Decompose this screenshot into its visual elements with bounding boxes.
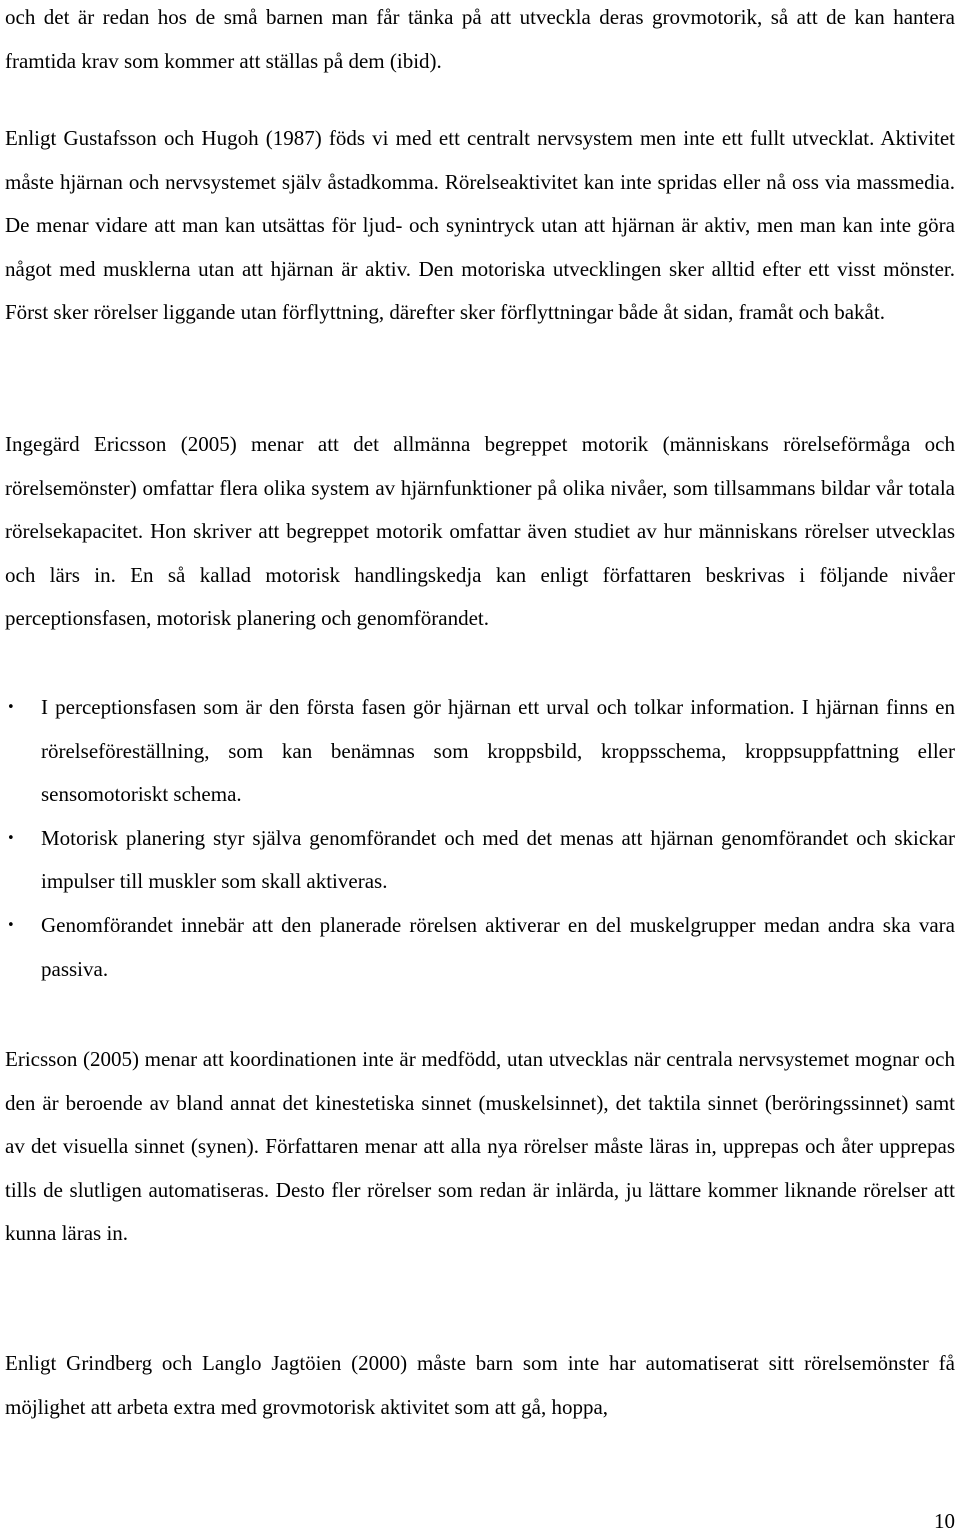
paragraph-ericsson-koordination: Ericsson (2005) menar att koordinationen inte är medfödd, utan utvecklas när centrala nervsystemet mognar och den är beroende av bland annat det kinestetiska sinnet (muskelsinnet), det taktila sinnet (beröringssinnet) samt av det visuella sinnet (synen). Författaren menar att alla nya rörelser måste läras in, upprepas och åter upprepas tills de slutligen automatiseras. Desto fler rörelser som redan är inlärda, ju lättare kommer liknande rörelser att kunna läras in. — [5, 1047, 955, 1246]
bullet-item-motorisk-planering — [5, 817, 955, 904]
bullet-list-handlingskedja — [5, 686, 955, 991]
bullet-text: Motorisk planering styr själva genomförandet och med det menas att hjärnan genomförandet och skickar impulser till muskler som skall aktiveras. — [41, 825, 955, 894]
bullet-text: Genomförandet innebär att den planerade rörelsen aktiverar en del muskelgrupper medan andra ska vara passiva. — [41, 912, 955, 981]
page-number: 10 — [934, 1509, 955, 1533]
bullet-item-perceptionsfasen — [5, 686, 955, 817]
paragraph-continuation: och det är redan hos de små barnen man får tänka på att utveckla deras grovmotorik, så att de kan hantera framtida krav som kommer att ställas på dem (ibid). — [5, 5, 955, 73]
bullet-item-genomforandet — [5, 904, 955, 991]
paragraph-grindberg-jagtoien: Enligt Grindberg och Langlo Jagtöien (2000) måste barn som inte har automatiserat sitt rörelsemönster få möjlighet att arbeta extra med grovmotorisk aktivitet som att gå, hoppa, — [5, 1351, 955, 1419]
bullet-text: I perceptionsfasen som är den första fasen gör hjärnan ett urval och tolkar information. I hjärnan finns en rörelseföreställning, som kan benämnas som kroppsbild, kroppsschema, kroppsuppfattning eller sensomotoriskt schema. — [41, 695, 955, 807]
bullet-marker: • — [7, 830, 15, 846]
bullet-marker: • — [7, 917, 15, 933]
paragraph-gustafsson-hugoh: Enligt Gustafsson och Hugoh (1987) föds vi med ett centralt nervsystem men inte ett fullt utvecklat. Aktivitet måste hjärnan och nervsystemet själv åstadkomma. Rörelseaktivitet kan inte spridas eller nå oss via massmedia. De menar vidare att man kan utsättas för ljud- och synintryck utan att hjärnan är aktiv, men man kan inte göra något med musklerna utan att hjärnan är aktiv. Den motoriska utvecklingen sker alltid efter ett visst mönster. Först sker rörelser liggande utan förflyttning, därefter sker förflyttningar både åt sidan, framåt och bakåt. — [5, 126, 955, 325]
paragraph-ericsson-motorik: Ingegärd Ericsson (2005) menar att det allmänna begreppet motorik (människans rörelseförmåga och rörelsemönster) omfattar flera olika system av hjärnfunktioner på olika nivåer, som tillsammans bildar vår totala rörelsekapacitet. Hon skriver att begreppet motorik omfattar även studiet av hur människans rörelser utvecklas och lärs in. En så kallad motorisk handlingskedja kan enligt författaren beskrivas i följande nivåer perceptionsfasen, motorisk planering och genomförandet. — [5, 432, 955, 631]
bullet-marker: • — [7, 700, 15, 715]
